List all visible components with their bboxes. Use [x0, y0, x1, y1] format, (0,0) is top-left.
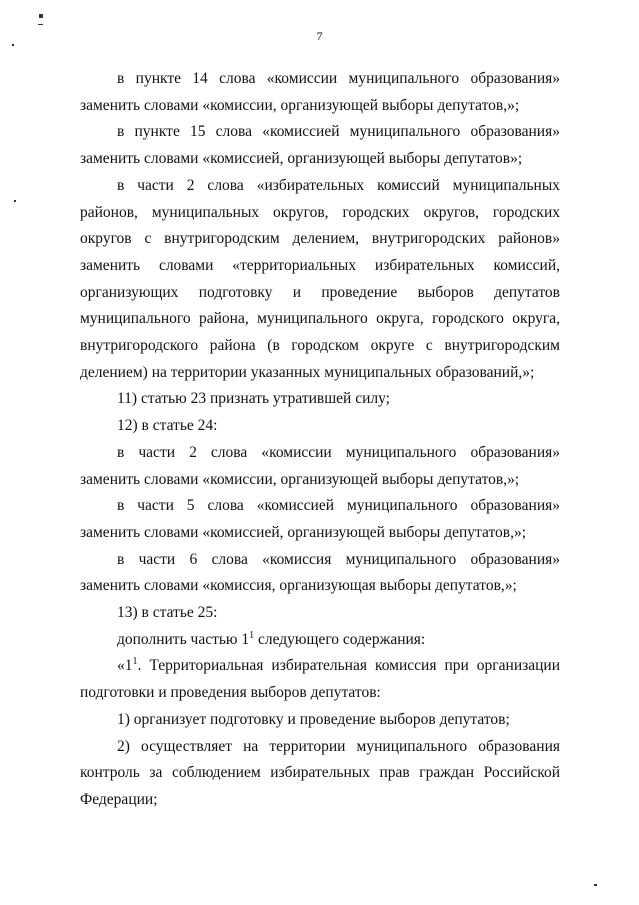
paragraph-article-24: 12) в статье 24:	[117, 417, 218, 435]
paragraph-article-24-part-2: в части 2 слова «комиссии муниципального образования» заменить словами «комиссии, организующей выборы депутатов,»;	[80, 443, 560, 488]
superscript: 1	[132, 656, 138, 668]
scan-artifact	[39, 14, 43, 18]
supplement-intro-text: дополнить частью 1	[117, 630, 250, 648]
scan-artifact	[12, 44, 14, 46]
paragraph-article-25: 13) в статье 25:	[117, 604, 218, 622]
paragraph-article-24-part-5: в части 5 слова «комиссией муниципального образования» заменить словами «комиссией, организующей выборы депутатов,»;	[80, 497, 560, 541]
superscript: 1	[249, 629, 255, 641]
page-number: 7	[316, 29, 323, 43]
scan-artifact	[14, 200, 16, 202]
supplement-intro-tail: следующего содержания:	[254, 630, 426, 648]
paragraph-territorial-commission	[80, 653, 560, 706]
paragraph-point-14: в пункте 14 слова «комиссии муниципального образования» заменить словами «комиссии, организующей выборы депутатов,»;	[80, 70, 560, 114]
scan-artifact	[38, 24, 43, 25]
document-body	[80, 66, 560, 814]
paragraph-subitem-2: 2) осуществляет на территории муниципального образования контроль за соблюдением избирательных прав граждан Российской Федерации;	[80, 737, 560, 808]
item-text: . Территориальная избирательная комиссия при организации подготовки и проведения выборов депутатов:	[80, 657, 560, 702]
paragraph-article-24-part-6: в части 6 слова «комиссия муниципального образования» заменить словами «комиссия, организующая выборы депутатов,»;	[80, 550, 560, 595]
paragraph-article-23: 11) статью 23 признать утратившей силу;	[117, 390, 390, 408]
paragraph-point-15: в пункте 15 слова «комиссией муниципального образования» заменить словами «комиссией, организующей выборы депутатов»;	[80, 123, 560, 168]
paragraph-supplement-intro	[80, 627, 560, 654]
paragraph-subitem-1: 1) организует подготовку и проведение выборов депутатов;	[117, 710, 510, 728]
scan-artifact	[594, 884, 597, 886]
item-number: «1	[117, 657, 133, 675]
paragraph-part-2: в части 2 слова «избирательных комиссий муниципальных районов, муниципальных округов, городских округов, городских округов с внутригородским делением, внутригородских районов» заменить словами «территориальных избирательных комиссий, организующих подготовку и проведение выборов депутатов муниципального района, муниципального округа, городского округа, внутригородского района (в городском округе с внутригородским делением) на территории указанных муниципальных образований,»;	[80, 176, 560, 381]
